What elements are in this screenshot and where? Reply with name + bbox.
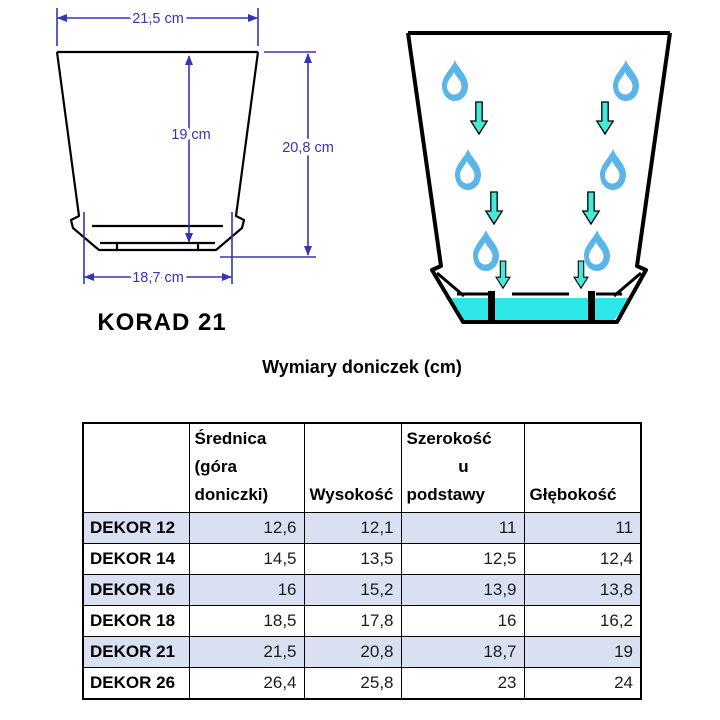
cell-srednica: 12,6 [189, 513, 304, 544]
cell-szerokosc: 16 [401, 606, 524, 637]
cell-srednica: 21,5 [189, 637, 304, 668]
reservoir-divider [588, 291, 595, 322]
down-arrow-icon [486, 192, 502, 224]
header-row [83, 423, 641, 513]
cell-glebokosc: 24 [524, 668, 641, 699]
header-line: doniczki) [194, 485, 269, 504]
table-row [83, 575, 641, 606]
cell-glebokosc: 16,2 [524, 606, 641, 637]
cell-wysokosc: 20,8 [304, 637, 401, 668]
cell-glebokosc: 13,8 [524, 575, 641, 606]
cell-wysokosc: 17,8 [304, 606, 401, 637]
row-name: DEKOR 16 [83, 575, 189, 606]
down-arrow-icon [471, 102, 487, 134]
dim-label-total-height: 20,8 cm [282, 140, 334, 156]
header-line: Szerokość [406, 429, 492, 448]
cell-szerokosc: 11 [401, 513, 524, 544]
reservoir-divider [488, 291, 495, 322]
table-row [83, 544, 641, 575]
water-drop-icon [473, 230, 499, 271]
table-title: Wymiary doniczek (cm) [262, 357, 462, 377]
cell-srednica: 26,4 [189, 668, 304, 699]
cell-glebokosc: 11 [524, 513, 641, 544]
table-row [83, 637, 641, 668]
cell-szerokosc: 18,7 [401, 637, 524, 668]
cell-srednica: 14,5 [189, 544, 304, 575]
dim-label-base-width: 18,7 cm [132, 270, 184, 286]
cell-szerokosc: 13,9 [401, 575, 524, 606]
down-arrow-icon [496, 261, 510, 288]
header-szerokosc [401, 423, 524, 513]
header-line: (góra [194, 457, 237, 476]
cell-wysokosc: 13,5 [304, 544, 401, 575]
self-watering-pot-diagram [360, 0, 720, 345]
down-arrow-icon [583, 192, 599, 224]
water-drop-icon [442, 60, 468, 101]
table-row [83, 606, 641, 637]
inner-tray-lines [437, 273, 641, 296]
cell-srednica: 16 [189, 575, 304, 606]
table-row [83, 513, 641, 544]
down-arrow-icon [574, 261, 588, 288]
header-line: podstawy [406, 485, 485, 504]
header-empty [83, 423, 189, 513]
cell-szerokosc: 12,5 [401, 544, 524, 575]
header-srednica [189, 423, 304, 513]
water-drop-icon [600, 149, 626, 190]
cell-glebokosc: 19 [524, 637, 641, 668]
pot-dimension-diagram [0, 0, 360, 345]
table-row [83, 668, 641, 699]
water-reservoir [446, 298, 632, 320]
down-arrow-icon [597, 102, 613, 134]
cell-srednica: 18,5 [189, 606, 304, 637]
cell-wysokosc: 12,1 [304, 513, 401, 544]
row-name: DEKOR 12 [83, 513, 189, 544]
water-drops [442, 60, 639, 271]
header-line: Głębokość [529, 485, 617, 504]
header-line: Wysokość [309, 485, 394, 504]
pot-outline [57, 52, 258, 250]
model-name-label: KORAD 21 [97, 309, 227, 336]
dimensions-table [82, 422, 642, 700]
header-line: Średnica [194, 429, 267, 448]
cell-glebokosc: 12,4 [524, 544, 641, 575]
cell-szerokosc: 23 [401, 668, 524, 699]
dimension-arrowheads [57, 14, 312, 281]
cell-wysokosc: 25,8 [304, 668, 401, 699]
water-drop-icon [584, 230, 610, 271]
dim-label-top-width: 21,5 cm [132, 11, 184, 27]
row-name: DEKOR 26 [83, 668, 189, 699]
header-wysokosc [304, 423, 401, 513]
water-drop-icon [455, 149, 481, 190]
header-line: u [458, 457, 469, 476]
row-name: DEKOR 18 [83, 606, 189, 637]
row-name: DEKOR 14 [83, 544, 189, 575]
header-glebokosc [524, 423, 641, 513]
cell-wysokosc: 15,2 [304, 575, 401, 606]
row-name: DEKOR 21 [83, 637, 189, 668]
dim-label-inner-height: 19 cm [171, 127, 211, 143]
water-drop-icon [613, 60, 639, 101]
